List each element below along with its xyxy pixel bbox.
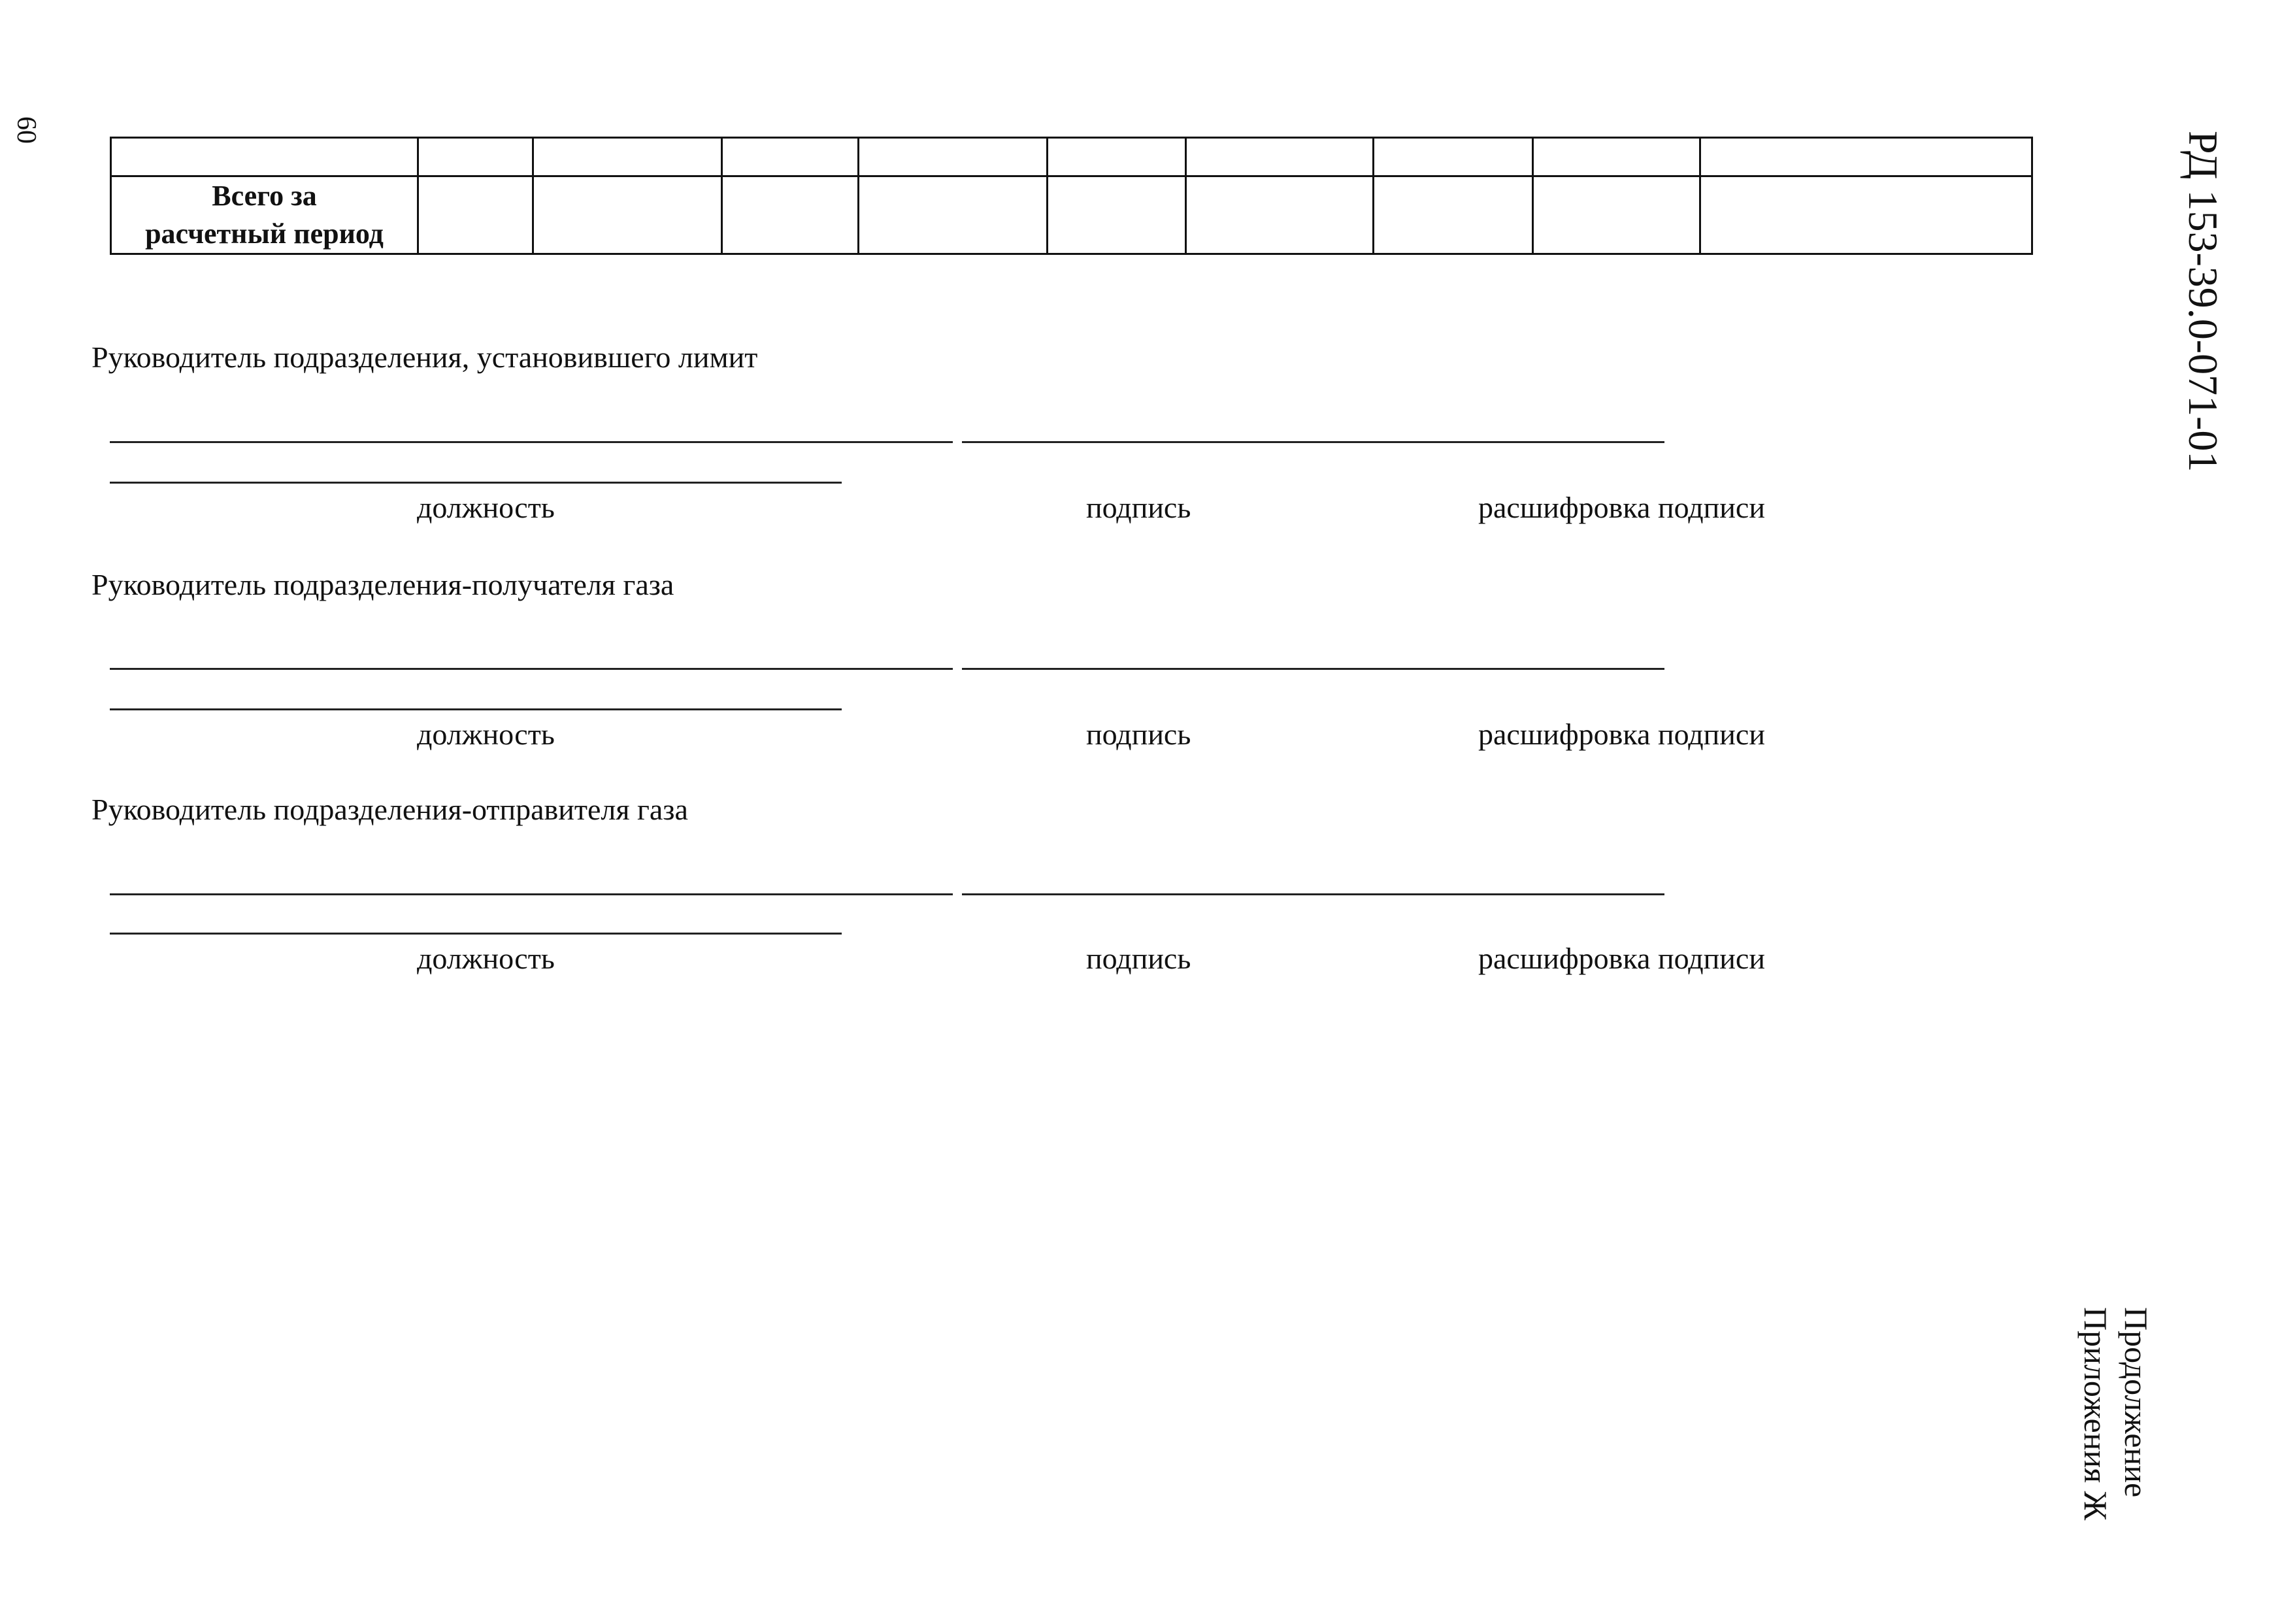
decoding-caption: расшифровка подписи <box>1478 942 1765 975</box>
table-cell <box>1700 176 2032 254</box>
total-label-line-1: Всего за <box>212 180 317 212</box>
decoding-caption: расшифровка подписи <box>1478 491 1765 524</box>
table-cell <box>533 138 722 176</box>
signature-heading-receiver: Руководитель подразделения-получателя газа <box>91 568 674 601</box>
table-cell <box>1048 138 1186 176</box>
total-label-line-2: расчетный период <box>145 218 384 250</box>
decoding-line <box>110 708 842 710</box>
table-cell <box>111 138 418 176</box>
signature-caption: подпись <box>1086 491 1191 524</box>
totals-table <box>110 137 2033 255</box>
position-caption: должность <box>417 718 555 751</box>
table-cell <box>1700 138 2032 176</box>
table-cell <box>722 138 859 176</box>
table-cell <box>1048 176 1186 254</box>
table-cell <box>418 176 533 254</box>
table-cell <box>722 176 859 254</box>
table-cell <box>1186 176 1374 254</box>
table-cell <box>418 138 533 176</box>
decoding-caption: расшифровка подписи <box>1478 718 1765 751</box>
signature-heading-limit: Руководитель подразделения, установившего лимит <box>91 340 758 374</box>
table-cell <box>1186 138 1374 176</box>
decoding-line <box>110 482 842 484</box>
signature-line <box>962 441 1664 443</box>
position-line <box>110 893 953 895</box>
total-label-cell <box>111 176 418 254</box>
position-caption: должность <box>417 491 555 524</box>
position-caption: должность <box>417 942 555 975</box>
table-cell <box>533 176 722 254</box>
table-cell <box>1533 138 1700 176</box>
table-cell <box>859 138 1048 176</box>
table-cell <box>1374 176 1533 254</box>
table-cell <box>859 176 1048 254</box>
document-code: РД 153-39.0-071-01 <box>2180 131 2226 472</box>
decoding-line <box>110 933 842 935</box>
continuation-line-1: Продолжение <box>2118 1307 2155 1498</box>
table-cell <box>1374 138 1533 176</box>
signature-line <box>962 668 1664 670</box>
position-line <box>110 668 953 670</box>
signature-caption: подпись <box>1086 718 1191 751</box>
signature-caption: подпись <box>1086 942 1191 975</box>
position-line <box>110 441 953 443</box>
page-number: 60 <box>11 116 41 144</box>
table-row-total <box>111 176 2032 254</box>
table-cell <box>1533 176 1700 254</box>
continuation-note <box>2075 1307 2157 1520</box>
signature-heading-sender: Руководитель подразделения-отправителя газа <box>91 793 688 826</box>
continuation-line-2: Приложения Ж <box>2077 1307 2114 1521</box>
table-row <box>111 138 2032 176</box>
signature-line <box>962 893 1664 895</box>
